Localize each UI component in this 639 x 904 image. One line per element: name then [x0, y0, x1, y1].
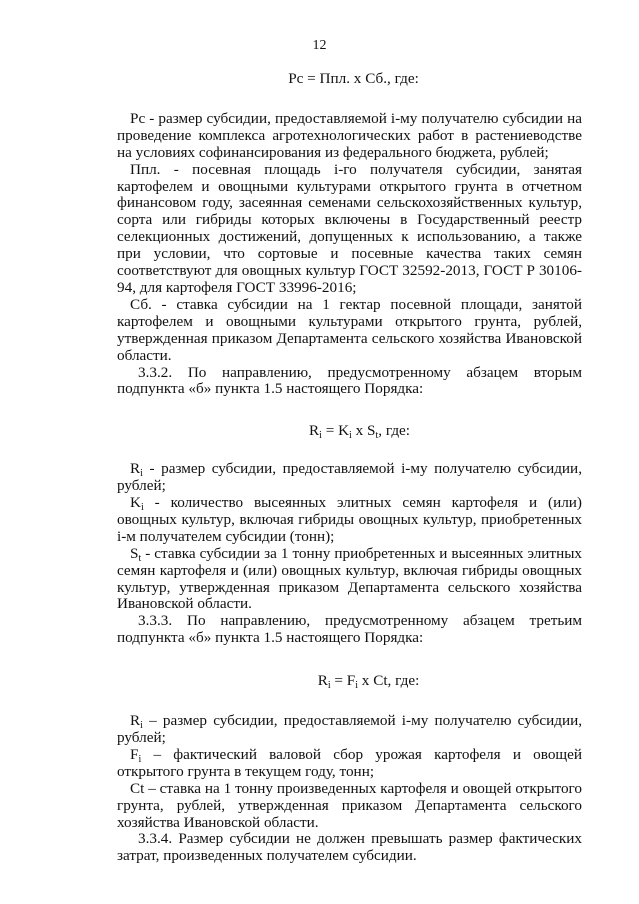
paragraph-3-3-4: 3.3.4. Размер субсидии не должен превышать размер фактических затрат, произведенных получателем субсидии. [117, 830, 582, 865]
formula-subsidy-harvest: $R_i = F_i$ x Ct, где: [317, 672, 420, 692]
paragraph-ri-definition-2: $R_i$ – размер субсидии, предоставляемой i-му получателю субсидии, рублей; [117, 712, 582, 746]
paragraph-st-definition: $S_t$ - ставка субсидии за 1 тонну приобретенных и высеянных элитных семян картофеля и (или) овощных культур, включая гибриды овощных культур, утвержденная приказом Департамента сельского хозяйства Ивановской области. [117, 544, 582, 613]
paragraph-ri-definition: $R_i$ - размер субсидии, предоставляемой i-му получателю субсидии, рублей; [117, 460, 582, 495]
paragraph-sb-definition: Сб. - ставка субсидии на 1 гектар посевной площади, занятой картофелем и овощными культурами открытого грунта, рублей, утвержденная приказом Департамента сельского хозяйства Ивановской области. [117, 295, 582, 364]
paragraph-3-3-3: 3.3.3. По направлению, предусмотренному абзацем третьим подпункта «б» пункта 1.5 настоящего Порядка: [117, 612, 582, 647]
paragraph-rs-definition: Рс - размер субсидии, предоставляемой i-му получателю субсидии на проведение комплекса агротехнологических работ в растениеводстве на условиях софинансирования из федерального бюджета, рублей; [117, 109, 582, 161]
document-body [117, 71, 582, 865]
paragraph-3-3-2: 3.3.2. По направлению, предусмотренному абзацем вторым подпункта «б» пункта 1.5 настоящего Порядка: [117, 363, 582, 398]
paragraph-fi-definition: $F_i$ – фактический валовой сбор урожая картофеля и овощей открытого грунта в текущем году, тонн; [117, 745, 582, 780]
paragraph-ppl-definition: Ппл. - посевная площадь i-го получателя субсидии, занятая картофелем и овощными культурами открытого грунта в отчетном финансовом году, засеянная семенами сельскохозяйственных культур, сорта или гибриды которых включены в Государственный реестр селекционных достижений, допущенных к использованию, а также при условии, что сортовые и посевные качества таких семян соответствуют для овощных культур ГОСТ 32592-2013, ГОСТ Р 30106-94, для картофеля ГОСТ 33996-2016; [117, 160, 582, 296]
paragraph-ct-definition: Ct – ставка на 1 тонну произведенных картофеля и овощей открытого грунта, рублей, утвержденная приказом Департамента сельского хозяйства Ивановской области. [117, 779, 582, 831]
paragraph-ki-definition: $K_i$ - количество высеянных элитных семян картофеля и (или) овощных культур, включая гибриды овощных культур, приобретенных i-м получателем субсидии (тонн); [117, 494, 582, 545]
formula-subsidy-area: Рс = Ппл. х Сб., где: [288, 70, 419, 87]
formula-subsidy-seeds: $R_i = K_i$ x $S_t$, где: [308, 422, 411, 442]
page-number: 12 [312, 38, 327, 53]
